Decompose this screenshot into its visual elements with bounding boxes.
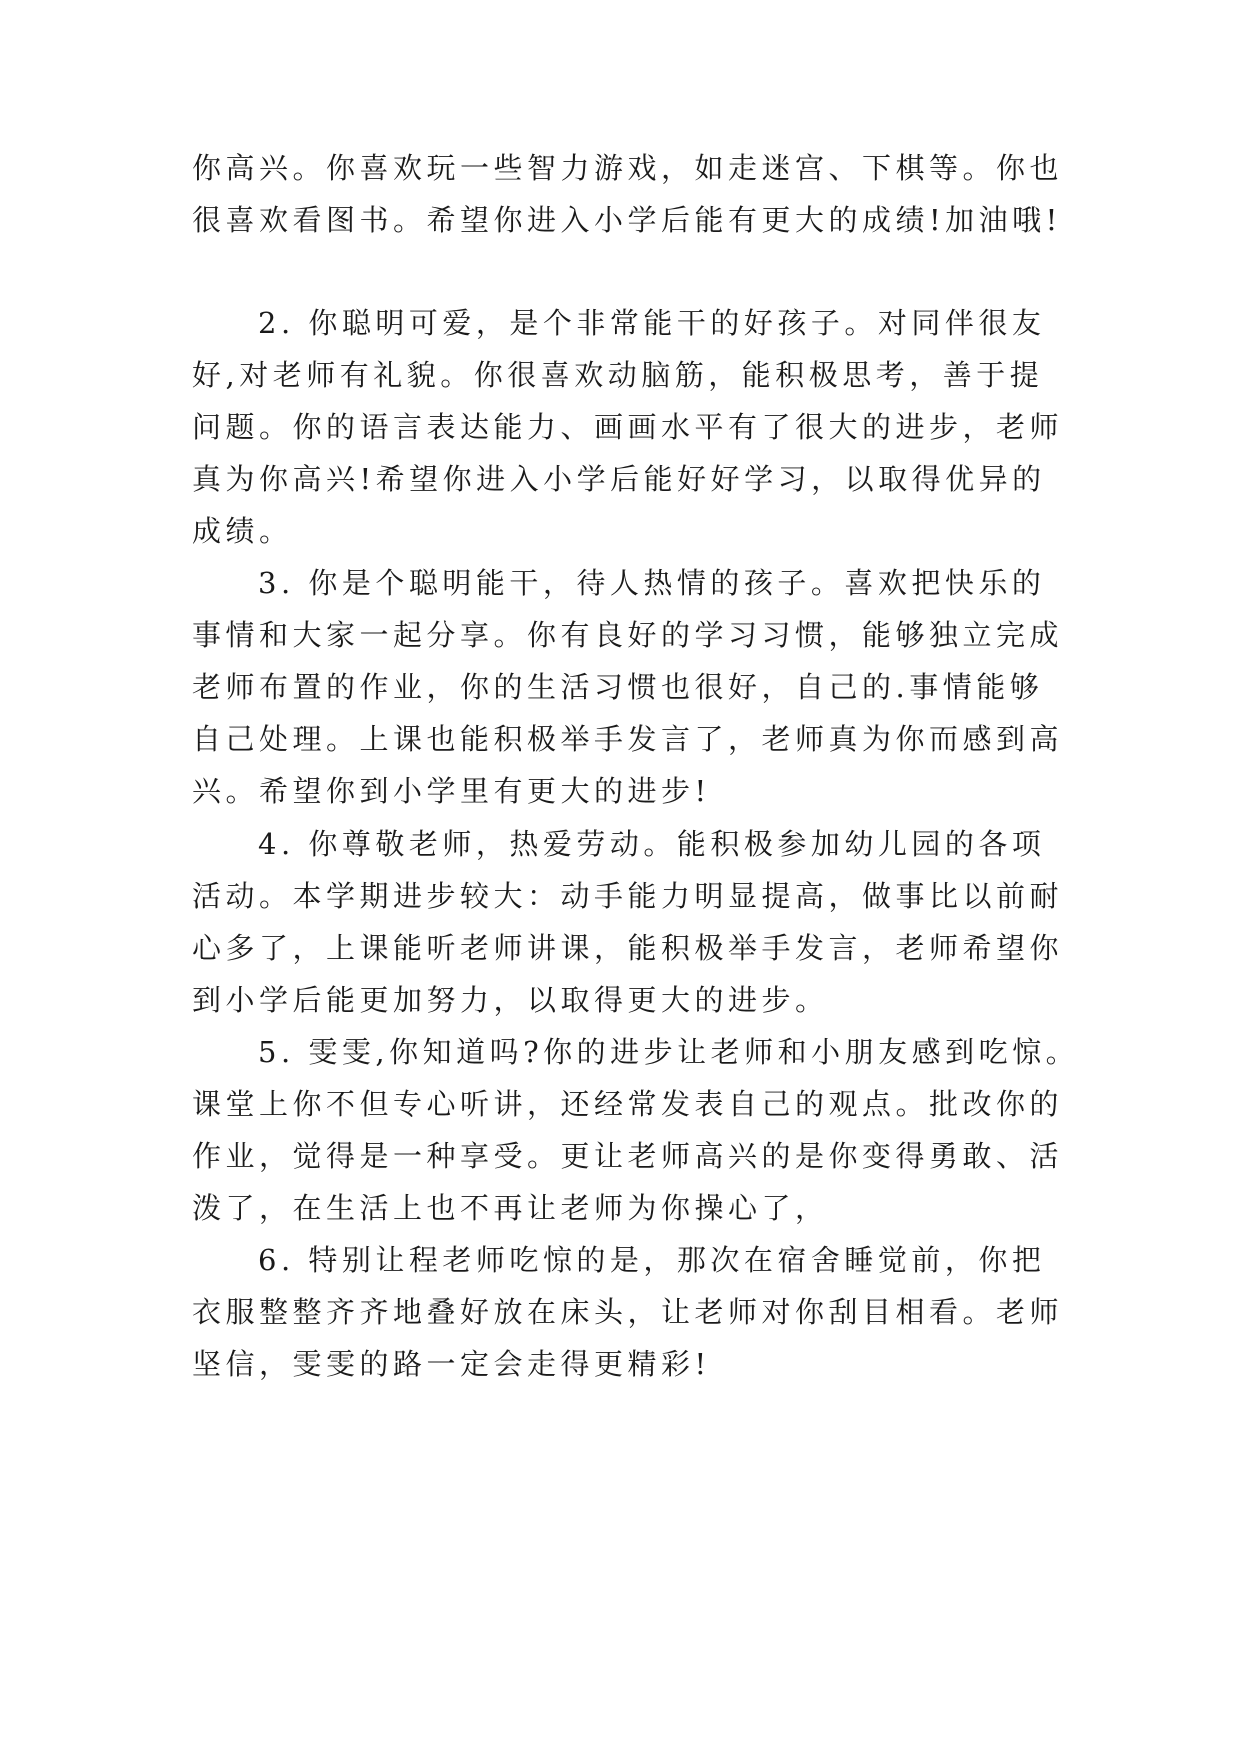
paragraph-4-line-1: 4. 你尊敬老师，热爱劳动。能积极参加幼儿园的各项: [258, 827, 1046, 861]
paragraph-3-line-2: 事情和大家一起分享。你有良好的学习习惯，能够独立完成: [192, 618, 1064, 652]
paragraph-3-line-4: 自己处理。上课也能积极举手发言了，老师真为你而感到高: [192, 722, 1064, 756]
paragraph-6-line-2: 衣服整整齐齐地叠好放在床头，让老师对你刮目相看。老师: [192, 1295, 1064, 1329]
paragraph-2-line-5: 成绩。: [192, 514, 293, 548]
paragraph-2-line-1: 2. 你聪明可爱，是个非常能干的好孩子。对同伴很友: [258, 306, 1046, 340]
paragraph-5-line-4: 泼了，在生活上也不再让老师为你操心了，: [192, 1191, 829, 1225]
paragraph-3-line-5: 兴。希望你到小学里有更大的进步!: [192, 774, 711, 808]
paragraph-6-line-1: 6. 特别让程老师吃惊的是，那次在宿舍睡觉前，你把: [258, 1243, 1046, 1277]
paragraph-1-line-2: 很喜欢看图书。希望你进入小学后能有更大的成绩!加油哦!: [192, 203, 1062, 237]
paragraph-2-line-3: 问题。你的语言表达能力、画画水平有了很大的进步，老师: [192, 410, 1064, 444]
paragraph-1-line-1: 你高兴。你喜欢玩一些智力游戏，如走迷宫、下棋等。你也: [192, 151, 1064, 185]
paragraph-5-line-2: 课堂上你不但专心听讲，还经常发表自己的观点。批改你的: [192, 1087, 1064, 1121]
paragraph-5-line-3: 作业，觉得是一种享受。更让老师高兴的是你变得勇敢、活: [192, 1139, 1064, 1173]
paragraph-3-line-3: 老师布置的作业，你的生活习惯也很好，自己的.事情能够: [192, 670, 1044, 704]
paragraph-6-line-3: 坚信，雯雯的路一定会走得更精彩!: [192, 1347, 711, 1381]
paragraph-4-line-2: 活动。本学期进步较大：动手能力明显提高，做事比以前耐: [192, 879, 1064, 913]
paragraph-5-line-1: 5. 雯雯,你知道吗?你的进步让老师和小朋友感到吃惊。: [258, 1035, 1080, 1069]
paragraph-2-line-4: 真为你高兴!希望你进入小学后能好好学习，以取得优异的: [192, 462, 1046, 496]
paragraph-4-line-3: 心多了，上课能听老师讲课，能积极举手发言，老师希望你: [192, 931, 1064, 965]
paragraph-3-line-1: 3. 你是个聪明能干，待人热情的孩子。喜欢把快乐的: [258, 566, 1046, 600]
paragraph-4-line-4: 到小学后能更加努力，以取得更大的进步。: [192, 983, 829, 1017]
paragraph-2-line-2: 好,对老师有礼貌。你很喜欢动脑筋，能积极思考，善于提: [192, 358, 1044, 392]
